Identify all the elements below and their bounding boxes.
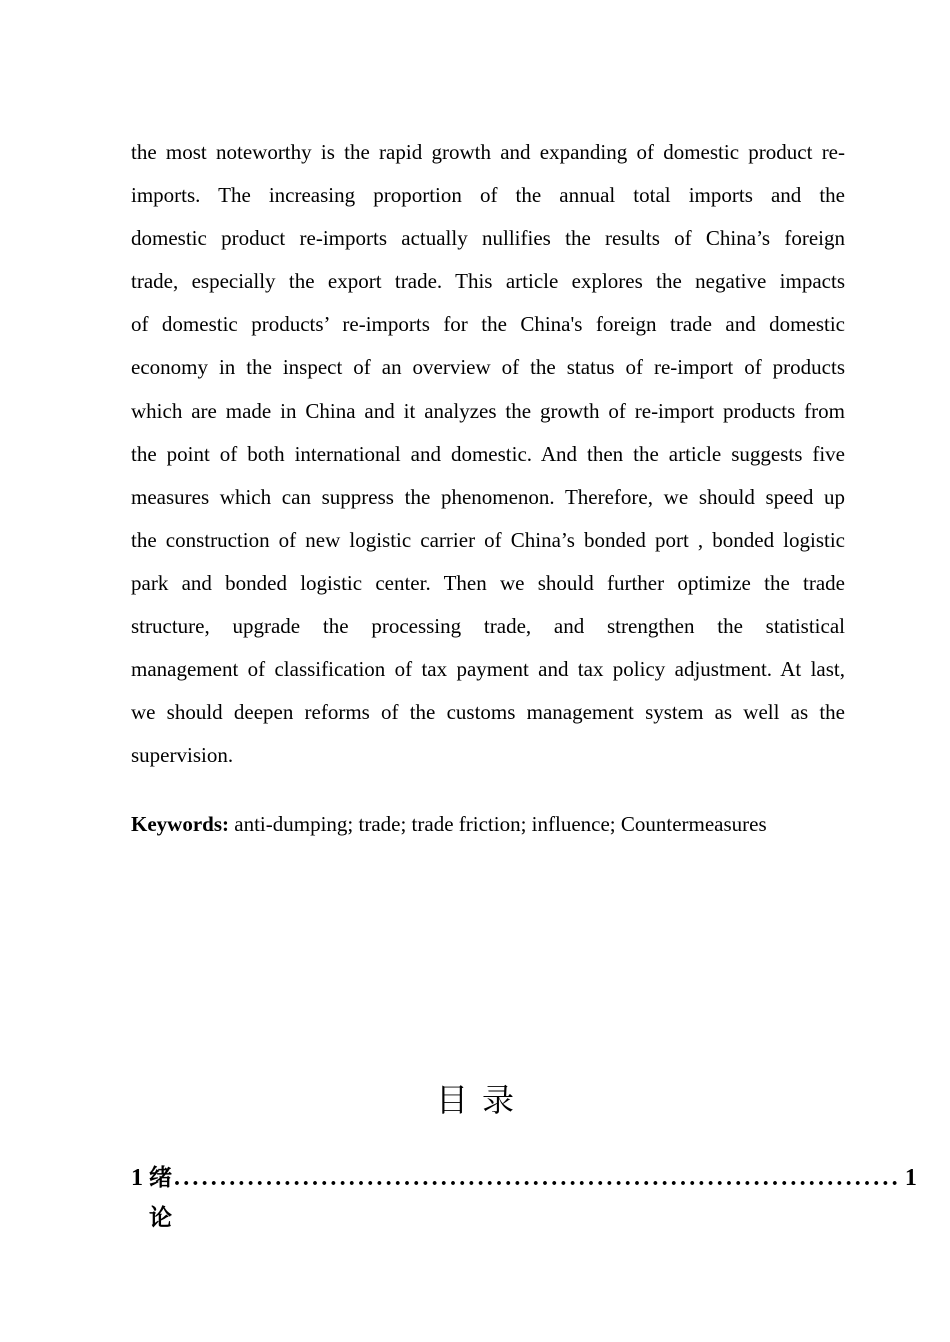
toc-entry-page: 1 — [904, 1165, 917, 1191]
abstract-line: domestic product re-imports actually nullifies the results of China’s foreign — [131, 226, 845, 251]
abstract-body — [131, 131, 845, 777]
abstract-line: supervision. — [131, 743, 234, 768]
abstract-line: park and bonded logistic center. Then we should further optimize the trade — [131, 570, 845, 595]
abstract-line: the construction of new logistic carrier of China’s bonded port , bonded logistic — [131, 527, 845, 552]
toc-entry[interactable] — [131, 1158, 917, 1238]
abstract-line: management of classification of tax payment and tax policy adjustment. At last, — [131, 657, 845, 682]
abstract-line: trade, especially the export trade. This article explores the negative impacts — [131, 269, 845, 294]
abstract-line: measures which can suppress the phenomenon. Therefore, we should speed up — [131, 484, 845, 509]
table-of-contents — [131, 1158, 917, 1238]
toc-leader-dots: ............................................................................... — [174, 1165, 901, 1191]
abstract-line: we should deepen reforms of the customs management system as well as the — [131, 700, 845, 725]
keywords — [131, 804, 845, 844]
abstract-line: the point of both international and domestic. And then the article suggests five — [131, 441, 845, 466]
abstract-line: of domestic products’ re-imports for the China's foreign trade and domestic — [131, 312, 845, 337]
keywords-text: anti-dumping; trade; trade friction; influence; Countermeasures — [229, 812, 767, 836]
toc-title: 目录 — [435, 1081, 528, 1119]
abstract-line: which are made in China and it analyzes the growth of re-import products from — [131, 398, 845, 423]
abstract-line: economy in the inspect of an overview of the status of re-import of products — [131, 355, 845, 380]
abstract-line: imports. The increasing proportion of the annual total imports and the — [131, 183, 845, 208]
toc-entry-label: 绪论 — [149, 1165, 172, 1231]
abstract-line: structure, upgrade the processing trade, and strengthen the statistical — [131, 614, 845, 639]
abstract-line: the most noteworthy is the rapid growth and expanding of domestic product re- — [131, 140, 845, 164]
keywords-label: Keywords: — [131, 812, 229, 836]
toc-entry-number: 1 — [131, 1165, 143, 1191]
